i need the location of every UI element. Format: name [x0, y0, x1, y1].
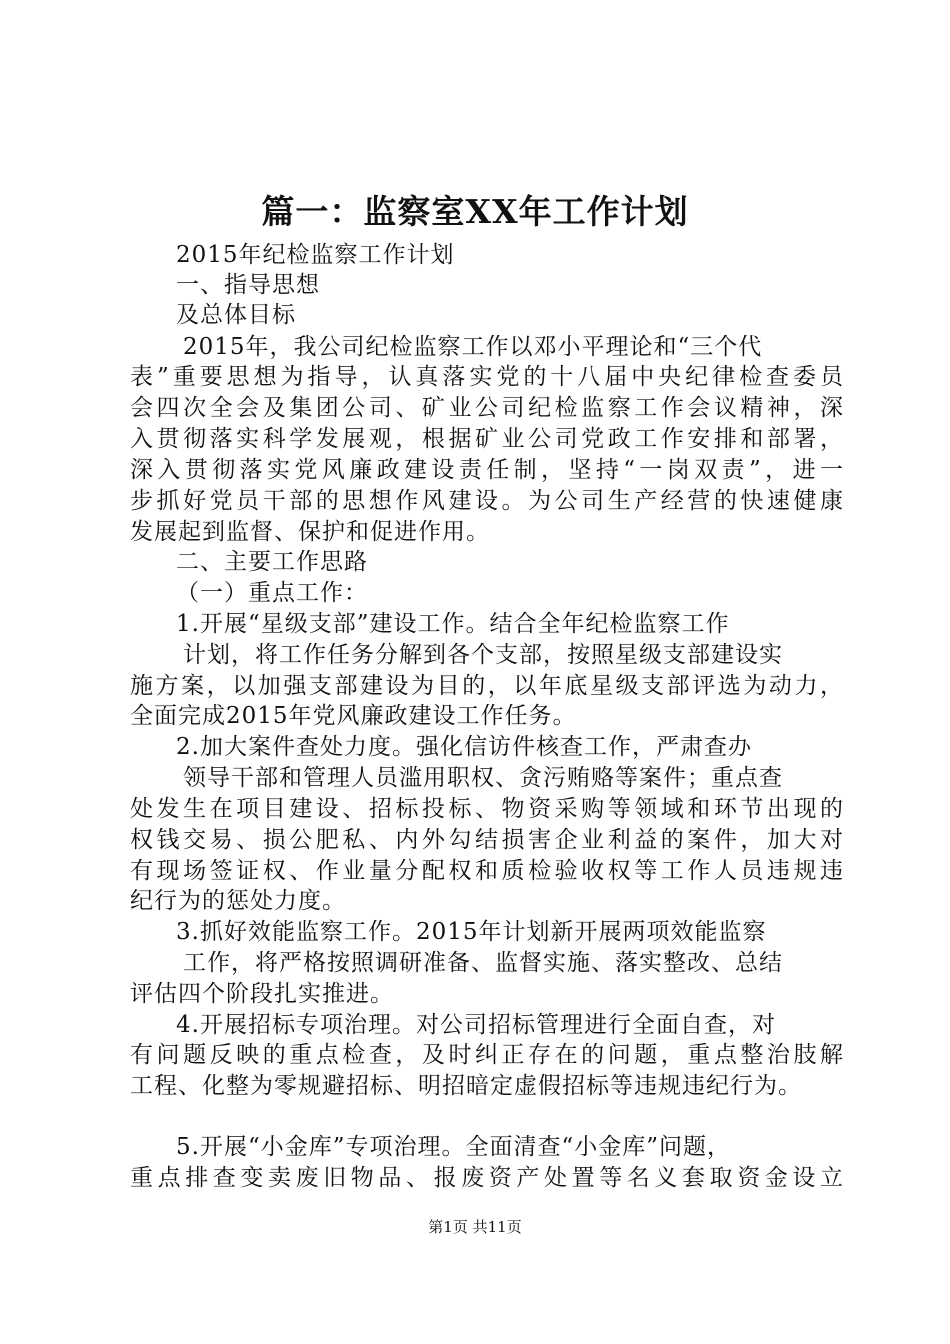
text-line: 步抓好党员干部的思想作风建设。为公司生产经营的快速健康: [130, 488, 844, 514]
text-line: 2015年纪检监察工作计划: [176, 242, 455, 268]
text-line: 全面完成2015年党风廉政建设工作任务。: [130, 703, 577, 729]
text-line: 发展起到监督、保护和促进作用。: [130, 519, 490, 545]
text-line: 计划，将工作任务分解到各个支部，按照星级支部建设实: [183, 642, 783, 668]
text-line: 重点排查变卖废旧物品、报废资产处置等名义套取资金设立: [130, 1165, 844, 1191]
text-line: 权钱交易、损公肥私、内外勾结损害企业利益的案件，加大对: [130, 827, 844, 853]
document-title: 篇一：监察室XX年工作计划: [261, 192, 689, 231]
text-line: 3.抓好效能监察工作。2015年计划新开展两项效能监察: [176, 919, 767, 945]
text-line: 2015年，我公司纪检监察工作以邓小平理论和“三个代: [183, 334, 763, 360]
text-line: 深入贯彻落实党风廉政建设责任制，坚持“一岗双责”，进一: [130, 457, 844, 483]
text-line: 纪行为的惩处力度。: [130, 888, 346, 914]
text-line: 工作，将严格按照调研准备、监督实施、落实整改、总结: [183, 950, 783, 976]
text-line: 有现场签证权、作业量分配权和质检验收权等工作人员违规违: [130, 858, 844, 884]
text-line: 2.加大案件查处力度。强化信访件核查工作，严肃查办: [176, 734, 752, 760]
text-line: 有问题反映的重点检查，及时纠正存在的问题，重点整治肢解: [130, 1042, 844, 1068]
text-line: 4.开展招标专项治理。对公司招标管理进行全面自查，对: [176, 1012, 776, 1038]
text-line: 会四次全会及集团公司、矿业公司纪检监察工作会议精神，深: [130, 395, 844, 421]
text-line: 工程、化整为零规避招标、明招暗定虚假招标等违规违纪行为。: [130, 1073, 802, 1099]
text-line: 评估四个阶段扎实推进。: [130, 981, 394, 1007]
text-line: 5.开展“小金库”专项治理。全面清查“小金库”问题，: [176, 1134, 731, 1160]
text-line: 处发生在项目建设、招标投标、物资采购等领域和环节出现的: [130, 796, 844, 822]
text-line: 及总体目标: [176, 302, 296, 328]
text-line: 二、主要工作思路: [176, 549, 368, 575]
text-line: 表”重要思想为指导，认真落实党的十八届中央纪律检查委员: [130, 364, 844, 390]
text-line: 施方案，以加强支部建设为目的，以年底星级支部评选为动力，: [130, 673, 844, 699]
text-line: （一）重点工作：: [176, 580, 368, 606]
text-line: 1.开展“星级支部”建设工作。结合全年纪检监察工作: [176, 611, 730, 637]
text-line: 领导干部和管理人员滥用职权、贪污贿赂等案件；重点查: [183, 765, 783, 791]
text-line: 入贯彻落实科学发展观，根据矿业公司党政工作安排和部署，: [130, 426, 844, 452]
page-number-footer: 第1页 共11页: [428, 1218, 522, 1236]
text-line: 一、指导思想: [176, 272, 320, 298]
